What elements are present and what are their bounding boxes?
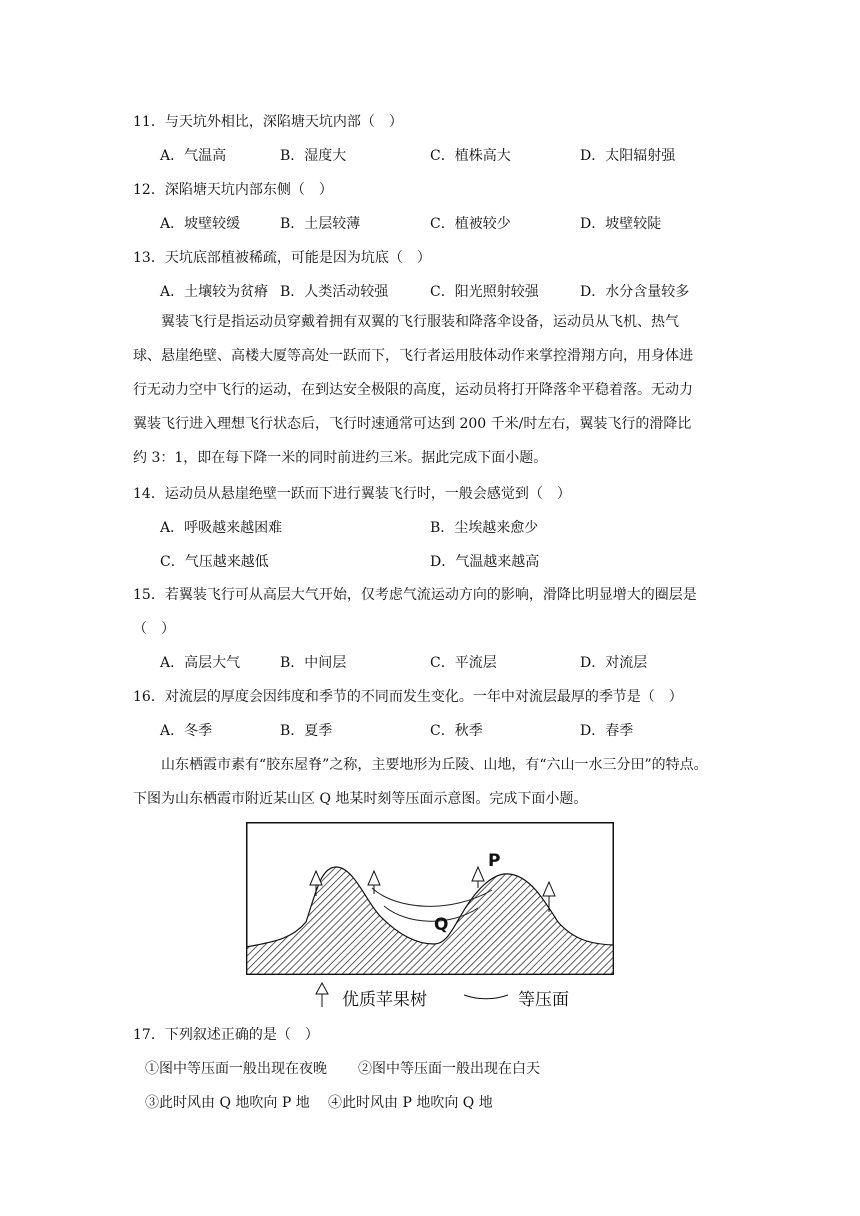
passage-wingsuit	[133, 305, 733, 475]
q17-statement-3: ③此时风由 Q 地吹向 P 地	[145, 1095, 310, 1111]
q13-option-d: D．水分含量较多	[580, 284, 690, 300]
q14-option-c: C．气压越来越低	[160, 554, 269, 570]
passage-line: 翼装飞行是指运动员穿戴着拥有双翼的飞行服装和降落伞设备，运动员从飞机、热气	[133, 314, 679, 330]
q13-option-b: B．人类活动较强	[280, 284, 389, 300]
passage-line: 行无动力空中飞行的运动，在到达安全极限的高度，运动员将打开降落伞平稳着落。无动力	[133, 382, 693, 398]
question-11-stem: 11．与天坑外相比，深陷塘天坑内部（ ）	[133, 114, 403, 130]
q11-option-d: D．太阳辐射强	[580, 148, 676, 164]
isobar-line-icon	[462, 990, 510, 1002]
q12-option-b: B．土层较薄	[280, 216, 361, 232]
question-17-stem: 17．下列叙述正确的是（ ）	[133, 1027, 319, 1043]
question-13-stem: 13．天坑底部植被稀疏，可能是因为坑底（ ）	[133, 250, 431, 266]
q15-option-c: C．平流层	[430, 655, 497, 671]
q12-option-c: C．植被较少	[430, 216, 511, 232]
label-p: P	[488, 851, 501, 871]
q12-option-a: A．坡壁较缓	[160, 216, 241, 232]
q16-option-d: D．春季	[580, 723, 634, 739]
passage-line: 球、悬崖绝壁、高楼大厦等高处一跃而下，飞行者运用肢体动作来掌控滑翔方向，用身体进	[133, 348, 693, 364]
q14-option-b: B．尘埃越来愈少	[430, 520, 539, 536]
passage-qixia	[133, 748, 733, 816]
q14-option-d: D．气温越来越高	[430, 554, 540, 570]
q17-statement-2: ②图中等压面一般出现在白天	[358, 1061, 540, 1077]
q14-option-a: A．呼吸越来越困难	[160, 520, 283, 536]
label-q: Q	[434, 915, 449, 935]
apple-tree-icon	[314, 982, 330, 1008]
question-16-stem: 16．对流层的厚度会因纬度和季节的不同而发生变化。一年中对流层最厚的季节是（ ）	[133, 689, 683, 705]
legend-isobar: 等压面	[518, 990, 569, 1010]
passage-line: 山东栖霞市素有“胶东屋脊”之称，主要地形为丘陵、山地，有“六山一水三分田”的特点。	[133, 757, 708, 773]
q11-option-b: B．湿度大	[280, 148, 347, 164]
q16-option-c: C．秋季	[430, 723, 483, 739]
q15-option-a: A．高层大气	[160, 655, 241, 671]
passage-line: 翼装飞行进入理想飞行状态后，飞行时速通常可达到 200 千米/时左右，翼装飞行的滑降比	[133, 416, 692, 432]
q11-option-a: A．气温高	[160, 148, 227, 164]
passage-line: 约 3：1，即在每下降一米的同时前进约三米。据此完成下面小题。	[133, 450, 548, 466]
q12-option-d: D．坡壁较陡	[580, 216, 662, 232]
q13-option-c: C．阳光照射较强	[430, 284, 539, 300]
q15-option-d: D．对流层	[580, 655, 648, 671]
passage-line: 下图为山东栖霞市附近某山区 Q 地某时刻等压面示意图。完成下面小题。	[133, 791, 588, 807]
q16-option-a: A．冬季	[160, 723, 213, 739]
q13-option-a: A．土壤较为贫瘠	[160, 284, 269, 300]
question-15-stem-cont: （ ）	[133, 621, 175, 637]
question-12-stem: 12．深陷塘天坑内部东侧（ ）	[133, 182, 333, 198]
question-15-stem: 15．若翼装飞行可从高层大气开始，仅考虑气流运动方向的影响，滑降比明显增大的圈层是	[133, 587, 697, 603]
q11-option-c: C．植株高大	[430, 148, 511, 164]
q16-option-b: B．夏季	[280, 723, 333, 739]
q15-option-b: B．中间层	[280, 655, 347, 671]
question-14-stem: 14．运动员从悬崖绝壁一跃而下进行翼装飞行时，一般会感觉到（ ）	[133, 486, 571, 502]
figure-legend	[300, 982, 600, 1010]
isobar-figure	[246, 822, 614, 975]
q17-statement-4: ④此时风由 P 地吹向 Q 地	[328, 1095, 493, 1111]
q17-statement-1: ①图中等压面一般出现在夜晚	[145, 1061, 327, 1077]
legend-apple-tree: 优质苹果树	[342, 990, 427, 1010]
